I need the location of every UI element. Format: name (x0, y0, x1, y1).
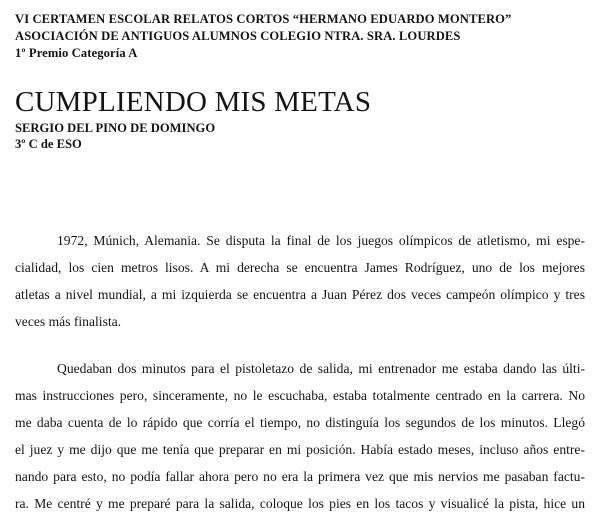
text-line: cialidad, los cien metros lisos. A mi derecha se encuentra James Rodríguez, uno de los mejores (15, 260, 585, 276)
text-line: 1972, Múnich, Alemania. Se disputa la final de los juegos olímpicos de atletismo, mi espe- (57, 233, 585, 249)
text-line: el juez y me dijo que me tenía que preparar en mi posición. Había estado meses, incluso años entre- (15, 442, 585, 458)
header-award-line: 1º Premio Categoría A (15, 45, 138, 60)
paragraph (15, 227, 585, 335)
header-association-line: ASOCIACIÓN DE ANTIGUOS ALUMNOS COLEGIO NTRA. SRA. LOURDES (15, 28, 461, 43)
document-header (15, 11, 585, 61)
text-line: me daba cuenta de lo rápido que corría el tiempo, no distinguía los segundos de los minutos. Llegó (15, 415, 585, 431)
text-line: mas instrucciones pero, sinceramente, no le escuchaba, estaba totalmente centrado en la carrera. No (15, 388, 585, 404)
author-name: SERGIO DEL PINO DE DOMINGO (15, 121, 216, 136)
text-line: nando para esto, no podía fallar ahora pero no era la primera vez que mis nervios me pasaban factu- (15, 469, 585, 485)
title-block (15, 87, 585, 152)
body-paragraphs (15, 227, 585, 517)
author-class: 3º C de ESO (15, 137, 82, 152)
story-title: CUMPLIENDO MIS METAS (15, 86, 372, 119)
header-contest-line: VI CERTAMEN ESCOLAR RELATOS CORTOS “HERMANO EDUARDO MONTERO” (15, 12, 512, 26)
text-line: veces más finalista. (15, 314, 122, 330)
text-line: atletas a nivel mundial, a mi izquierda se encuentra a Juan Pérez dos veces campeón olímpico y tres (15, 287, 585, 303)
text-line: Quedaban dos minutos para el pistoletazo de salida, mi entrenador me estaba dando las últi- (57, 361, 585, 377)
paragraph (15, 355, 585, 517)
text-line: ra. Me centré y me preparé para la salida, coloque los pies en los tacos y visualicé la pista, hice un (15, 496, 585, 512)
